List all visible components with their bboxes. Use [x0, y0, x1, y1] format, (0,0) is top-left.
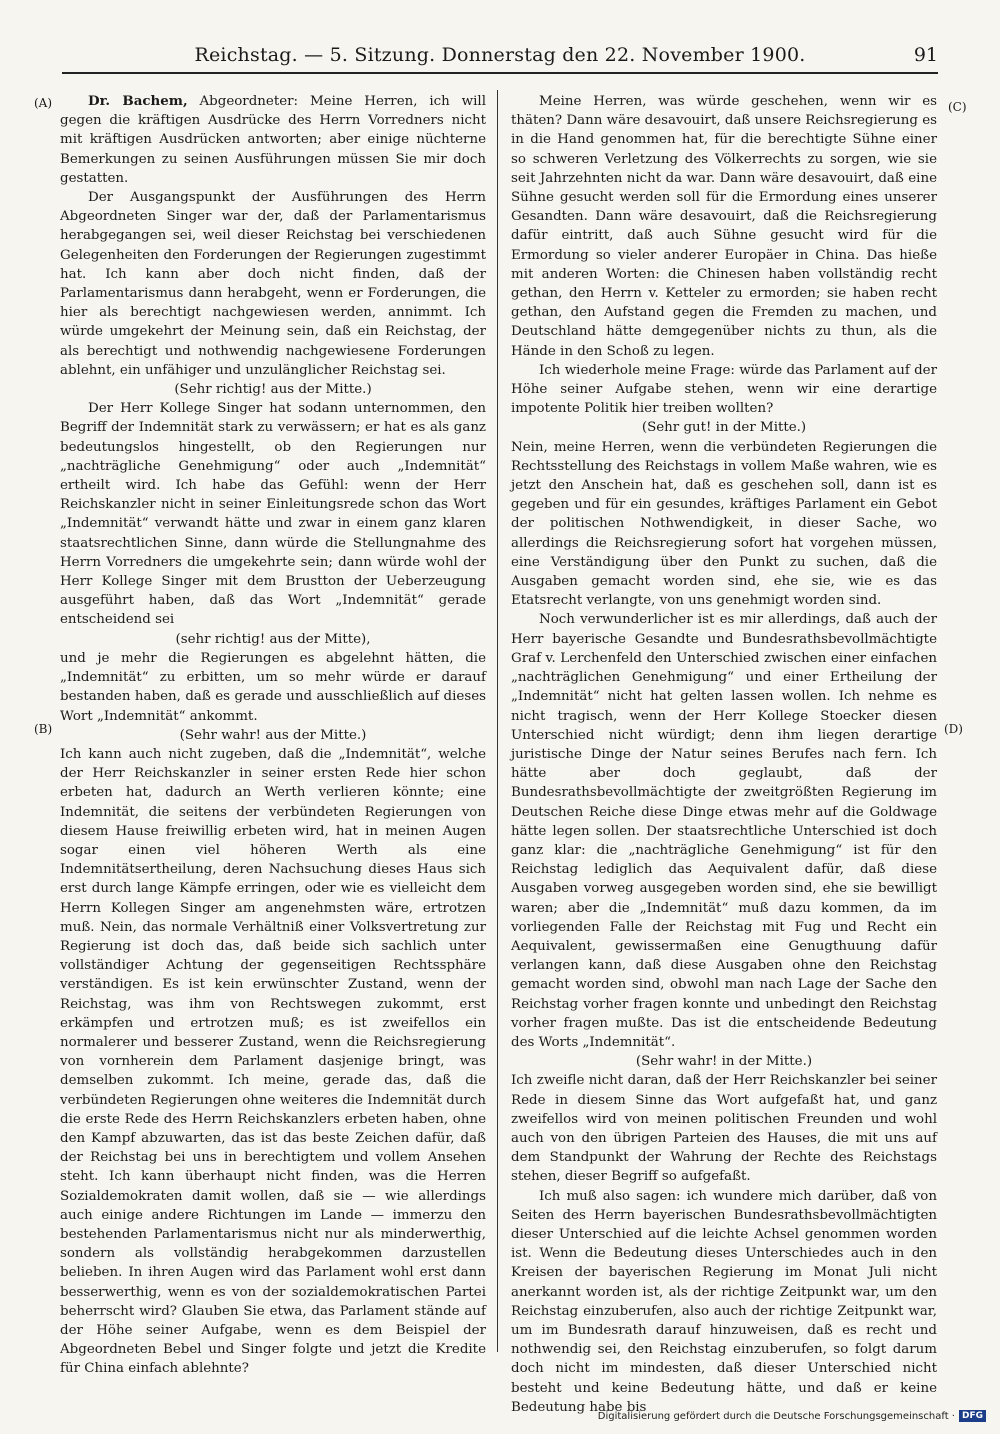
margin-marker-a: (A) [34, 96, 53, 110]
paragraph: Noch verwunderlicher ist es mir allerdings, daß auch der Herr bayerische Gesandte und Bundesrathsbevollmächtigte Graf v. Lerchenfeld den Unterschied zwischen einer einfachen „nachträglichen Genehmigung“ und einer Ertheilung der „Indemnität“ nicht hat gelten lassen wollen. Ich nehme es nicht tragisch, wenn der Herr Kollege Stoecker diesen Unterschied nicht würdigt; denn ihm liegen derartige juristische Dinge der Natur seines Berufes nach fern. Ich hätte aber doch geglaubt, daß der Bundesrathsbevollmächtigte der zweitgrößten Regierung im Deutschen Reiche diese Dinge etwas mehr auf die Goldwage hätte legen sollen. Der staatsrechtliche Unterschied ist doch ganz klar: die „nachträgliche Genehmigung“ ist für den Reichstag lediglich das Aequivalent dafür, daß diese Ausgaben vorweg ausgegeben worden sind, ehe sie bewilligt waren; aber die „Indemnität“ muß dazu kommen, da im vorliegenden Falle der Reichstag mit Fug und Recht ein Aequivalent, gewissermaßen eine Genugthuung dafür verlangen kann, daß diese Ausgaben ohne den Reichstag gemacht worden sind, obwohl man nach Lage der Sache den Reichstag vorher fragen konnte und unbedingt den Reichstag vorher fragen mußte. Das ist die entscheidende Bedeutung des Worts „Indemnität“. [511, 612, 937, 1050]
speaker-name: Dr. Bachem, [88, 93, 188, 109]
column-divider [497, 90, 498, 1352]
paragraph: Der Herr Kollege Singer hat sodann unternommen, den Begriff der Indemnität stark zu verwässern; er hat es als ganz bedeutungslos hingestellt, ob den Regierungen nur „nachträgliche Genehmigung“ oder auch „Indemnität“ ertheilt wird. Ich habe das Gefühl: wenn der Herr Reichskanzler nicht in seiner Einleitungsrede schon das Wort „Indemnität“ verwandt hätte und zwar in einem ganz klaren staatsrechtlichen Sinne, dann würde die Stellungnahme des Herrn Vorredners die umgekehrte sein; dann würde wohl der Herr Kollege Singer mit dem Brustton der Ueberzeugung ausgeführt haben, daß das Wort „Indemnität“ gerade entscheidend sei [60, 401, 486, 628]
dfg-logo: DFG [959, 1410, 986, 1422]
margin-marker-b: (B) [34, 722, 53, 736]
paragraph-text: Abgeordneter: Meine Herren, ich will gegen die kräftigen Ausdrücke des Herrn Vorredners nicht mit kräftigen Ausdrücken antworten; aber einige nüchterne Bemerkungen zu seinen Ausführungen müssen Sie mir doch gestatten. [60, 94, 486, 186]
paragraph: Ich wiederhole meine Frage: würde das Parlament auf der Höhe seiner Aufgabe stehen, wenn wir eine derartige impotente Politik hier treiben wollten? [511, 362, 937, 417]
paragraph [60, 92, 486, 188]
margin-marker-c: (C) [948, 100, 967, 114]
paragraph: Meine Herren, was würde geschehen, wenn wir es thäten? Dann wäre desavouirt, daß unsere Reichsregierung es in die Hand genommen hat, für die berechtigte Sühne einer so schweren Verletzung des Völkerrechts zu sorgen, wie sie seit Jahrzehnten nicht da war. Dann wäre desavouirt, daß eine Sühne gesucht werden soll für die Ermordung eines unserer Gesandten. Dann wäre desavouirt, daß die Reichsregierung dafür eintritt, daß auch Sühne gesucht wird für die Ermordung so vieler anderer Europäer in China. Das hieße mit anderen Worten: die Chinesen haben vollständig recht gethan, den Herrn v. Ketteler zu ermorden; sie haben recht gethan, den Aufstand gegen die Fremden zu machen, und Deutschland hätte demgegenüber nichts zu thun, als die Hände in den Schoß zu legen. [511, 94, 937, 359]
left-column [60, 92, 486, 1379]
interjection: (sehr richtig! aus der Mitte), [175, 631, 371, 647]
right-column [511, 92, 937, 1417]
footer-credit: Digitalisierung gefördert durch die Deutsche Forschungsgemeinschaft · [597, 1410, 955, 1422]
interjection: (Sehr wahr! in der Mitte.) [635, 1054, 813, 1070]
paragraph: Nein, meine Herren, wenn die verbündeten Regierungen die Rechtsstellung des Reichstags in vollem Maße wahren, wie es jetzt den Anschein hat, daß es geschehen soll, dann ist es gegeben und für ein gesundes, kräftiges Parlament ein Gebot der politischen Nothwendigkeit, in dieser Sache, wo allerdings die Reichsregierung sofort hat vorgehen müssen, eine Verständigung über den Punkt zu suchen, daß die Ausgaben gemacht worden sind, ehe sie, wie es das Etatsrecht verlangte, von uns genehmigt worden sind. [511, 439, 937, 609]
page-number: 91 [913, 44, 938, 66]
paragraph: Ich kann auch nicht zugeben, daß die „Indemnität“, welche der Herr Reichskanzler in seiner ersten Rede hier schon erbeten hat, dadurch an Werth verlieren könnte; eine Indemnität, die seitens der verbündeten Regierungen von diesem Hause freiwillig erbeten wird, hat in meinen Augen sogar einen viel höheren Werth als eine Indemnitätsertheilung, deren Nachsuchung dieses Haus sich erst durch lange Kämpfe erringen, oder wie es vielleicht dem Herrn Kollegen Singer am angenehmsten wäre, ertrotzen muß. Nein, das normale Verhältniß einer Volksvertretung zur Regierung ist doch das, daß beide sich sachlich unter vollständiger Achtung der gegenseitigen Rechtssphäre verständigen. Es ist kein erwünschter Zustand, wenn der Reichstag, was ihm von Rechtswegen zukommt, erst erkämpfen und ertrotzen muß; es ist zweifellos ein normalerer und besserer Zustand, wenn die Reichsregierung von vornherein dem Parlament dasjenige bringt, was demselben zukommt. Ich meine, gerade das, daß die verbündeten Regierungen ohne weiteres die Indemnität durch die erste Rede des Herrn Reichskanzlers erbeten haben, ohne den Kampf abzuwarten, das ist das beste Zeichen dafür, daß der Reichstag bei uns in berechtigtem und vollem Ansehen steht. Ich kann überhaupt nicht finden, was die Herren Sozialdemokraten damit wollen, daß sie — wie allerdings auch einige andere Richtungen im Lande — immerzu den bestehenden Parlamentarismus nicht nur als minderwerthig, sondern als vollständig herabgekommen darzustellen belieben. In ihren Augen wird das Parlament wohl erst dann besserwerthig, wenn es von der sozialdemokratischen Partei beherrscht wird? Glauben Sie etwa, das Parlament stände auf der Höhe seiner Aufgabe, wenn es dem Beispiel der Abgeordneten Bebel und Singer folgte und jetzt die Kredite für China einfach ablehnte? [60, 746, 486, 1377]
paragraph: Der Ausgangspunkt der Ausführungen des Herrn Abgeordneten Singer war der, daß der Parlamentarismus herabgegangen sei, weil dieser Reichstag bei verschiedenen Gelegenheiten den Forderungen der Regierungen zugestimmt hat. Ich kann aber doch nicht finden, daß der Parlamentarismus dann herabgeht, wenn er Forderungen, die hier als berechtigt nachgewiesen werden, annimmt. Ich würde umgekehrt der Meinung sein, daß ein Reichstag, der als berechtigt und nothwendig nachgewiesene Forderungen ablehnt, ein unfähiger und unzulänglicher Reichstag sei. [60, 190, 486, 378]
paragraph: Ich muß also sagen: ich wundere mich darüber, daß von Seiten des Herrn bayerischen Bundesrathsbevollmächtigten dieser Unterschied auf die leichte Achsel genommen worden ist. Wenn die Bedeutung dieses Unterschiedes auch in den Kreisen der bayerischen Regierung im Monat Juli nicht anerkannt worden ist, als der richtige Zeitpunkt war, um den Reichstag einzuberufen, also auch der richtige Zeitpunkt war, um im Bundesrath darauf hinzuweisen, daß es recht und nothwendig sei, den Reichstag einzuberufen, so folgt darum doch nicht im mindesten, daß dieser Unterschied nicht besteht und keine Bedeutung hätte, und daß er keine Bedeutung habe bis [511, 1188, 937, 1415]
paragraph: und je mehr die Regierungen es abgelehnt hätten, die „Indemnität“ zu erbitten, um so mehr würde er darauf bestanden haben, daß es gerade und ausschließlich auf dieses Wort „Indemnität“ ankommt. [60, 650, 486, 724]
running-title: Reichstag. — 5. Sitzung. Donnerstag den 22. November 1900. [194, 44, 806, 66]
digitization-footer [598, 1410, 986, 1422]
interjection: (Sehr gut! in der Mitte.) [641, 420, 807, 436]
interjection: (Sehr richtig! aus der Mitte.) [174, 382, 372, 398]
margin-marker-d: (D) [944, 722, 963, 736]
paragraph: Ich zweifle nicht daran, daß der Herr Reichskanzler bei seiner Rede in diesem Sinne das Wort aufgefaßt hat, und ganz zweifellos wird von meinen politischen Freunden und wohl auch von den übrigen Parteien des Hauses, die mit uns auf dem Standpunkt der Wahrung der Rechte des Reichstags stehen, dieser Begriff so aufgefaßt. [511, 1073, 937, 1185]
interjection: (Sehr wahr! aus der Mitte.) [179, 727, 367, 743]
page-header [62, 40, 938, 74]
